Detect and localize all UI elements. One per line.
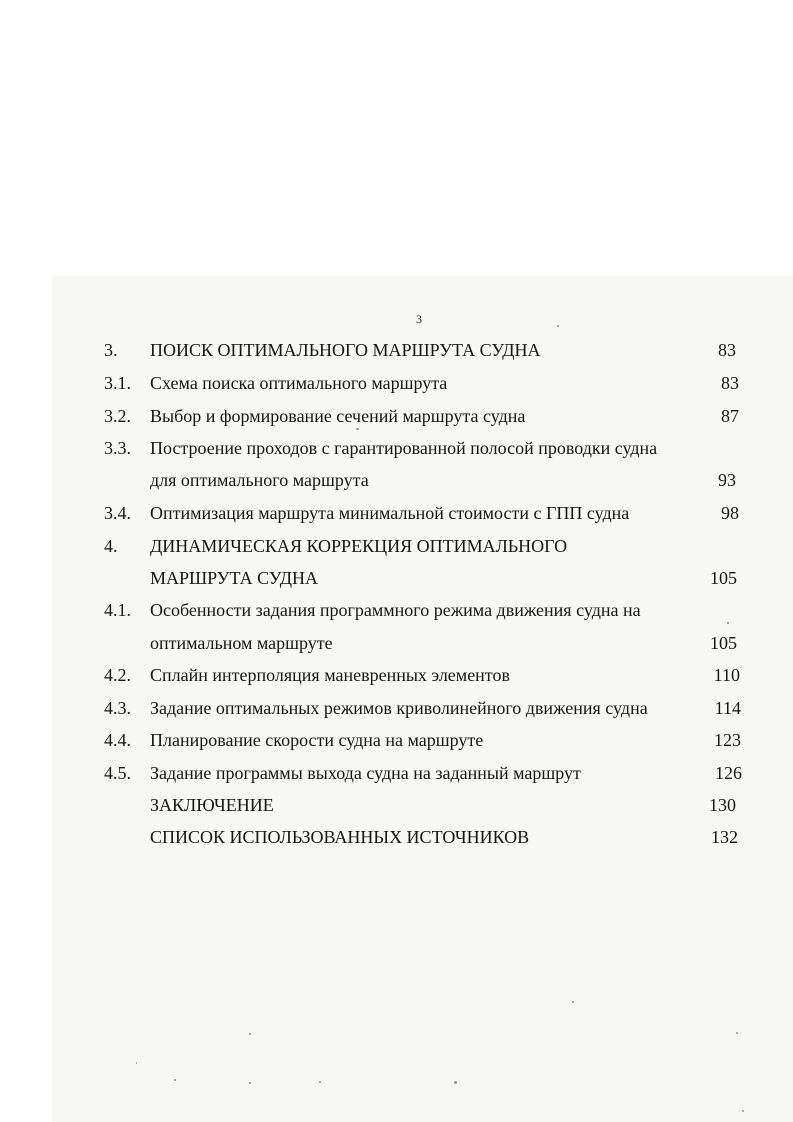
toc-entry-page: 114 <box>714 698 741 718</box>
toc-entry-title: Задание оптимальных режимов криволинейного движения судна <box>150 698 648 718</box>
toc-entry-number: 4.2. <box>104 665 131 685</box>
scan-speck <box>319 1081 321 1083</box>
toc-entry-page: 83 <box>718 340 736 360</box>
toc-entry-number: 3.1. <box>104 373 131 393</box>
toc-entry-title: Задание программы выхода судна на заданный маршрут <box>150 763 581 783</box>
toc-entry-title: ЗАКЛЮЧЕНИЕ <box>150 795 274 815</box>
toc-entry-page: 130 <box>709 795 736 815</box>
toc-entry-title: Схема поиска оптимального маршрута <box>150 373 448 393</box>
toc-entry-page: 83 <box>721 373 739 393</box>
scan-speck <box>454 1081 457 1084</box>
toc-entry-number: 3.4. <box>104 503 131 523</box>
scan-speck <box>736 1032 738 1034</box>
toc-entry-number: 4.3. <box>104 698 131 718</box>
toc-entry-title: Выбор и формирование сечений маршрута судна <box>150 406 526 426</box>
toc-entry-page: 123 <box>714 730 741 750</box>
scan-speck <box>136 1062 137 1064</box>
toc-entry-page: 132 <box>711 827 738 847</box>
toc-entry-title: Сплайн интерполяция маневренных элементов <box>150 665 510 685</box>
toc-entry-number: 3.3. <box>104 438 131 458</box>
toc-entry-title-continued: для оптимального маршрута <box>150 470 369 490</box>
scan-speck <box>572 1001 574 1003</box>
toc-entry-page: 126 <box>715 763 742 783</box>
page-number: 3 <box>416 312 422 326</box>
toc-entry-page: 105 <box>710 633 737 653</box>
toc-entry-title: СПИСОК ИСПОЛЬЗОВАННЫХ ИСТОЧНИКОВ <box>150 827 530 847</box>
toc-entry-title: Построение проходов с гарантированной полосой проводки судна <box>150 438 658 458</box>
toc-entry-title: Планирование скорости судна на маршруте <box>150 730 484 750</box>
toc-entry-page: 98 <box>721 503 739 523</box>
toc-entry-page: 110 <box>713 665 740 685</box>
toc-entry-title-continued: МАРШРУТА СУДНА <box>150 568 319 588</box>
toc-entry-page: 93 <box>718 470 736 490</box>
scan-speck <box>174 1079 176 1081</box>
scan-speck <box>356 428 359 430</box>
toc-entry-page: 87 <box>721 406 739 426</box>
scan-speck <box>727 622 729 624</box>
toc-entry-number: 3.2. <box>104 406 131 426</box>
scan-speck <box>249 1033 251 1035</box>
toc-entry-title: ПОИСК ОПТИМАЛЬНОГО МАРШРУТА СУДНА <box>150 340 541 360</box>
toc-entry-page: 105 <box>710 568 737 588</box>
scan-speck <box>249 1082 251 1084</box>
toc-entry-number: 3. <box>104 340 118 360</box>
toc-entry-number: 4.4. <box>104 730 131 750</box>
toc-entry-title: ДИНАМИЧЕСКАЯ КОРРЕКЦИЯ ОПТИМАЛЬНОГО <box>150 536 568 556</box>
toc-entry-number: 4.1. <box>104 600 131 620</box>
toc-entry-number: 4.5. <box>104 763 131 783</box>
scan-speck <box>742 1110 744 1112</box>
scan-speck <box>557 325 559 327</box>
toc-entry-title: Оптимизация маршрута минимальной стоимости с ГПП судна <box>150 503 630 523</box>
toc-entry-title-continued: оптимальном маршруте <box>150 633 333 653</box>
toc-entry-number: 4. <box>104 536 118 556</box>
toc-entry-title: Особенности задания программного режима движения судна на <box>150 600 641 620</box>
